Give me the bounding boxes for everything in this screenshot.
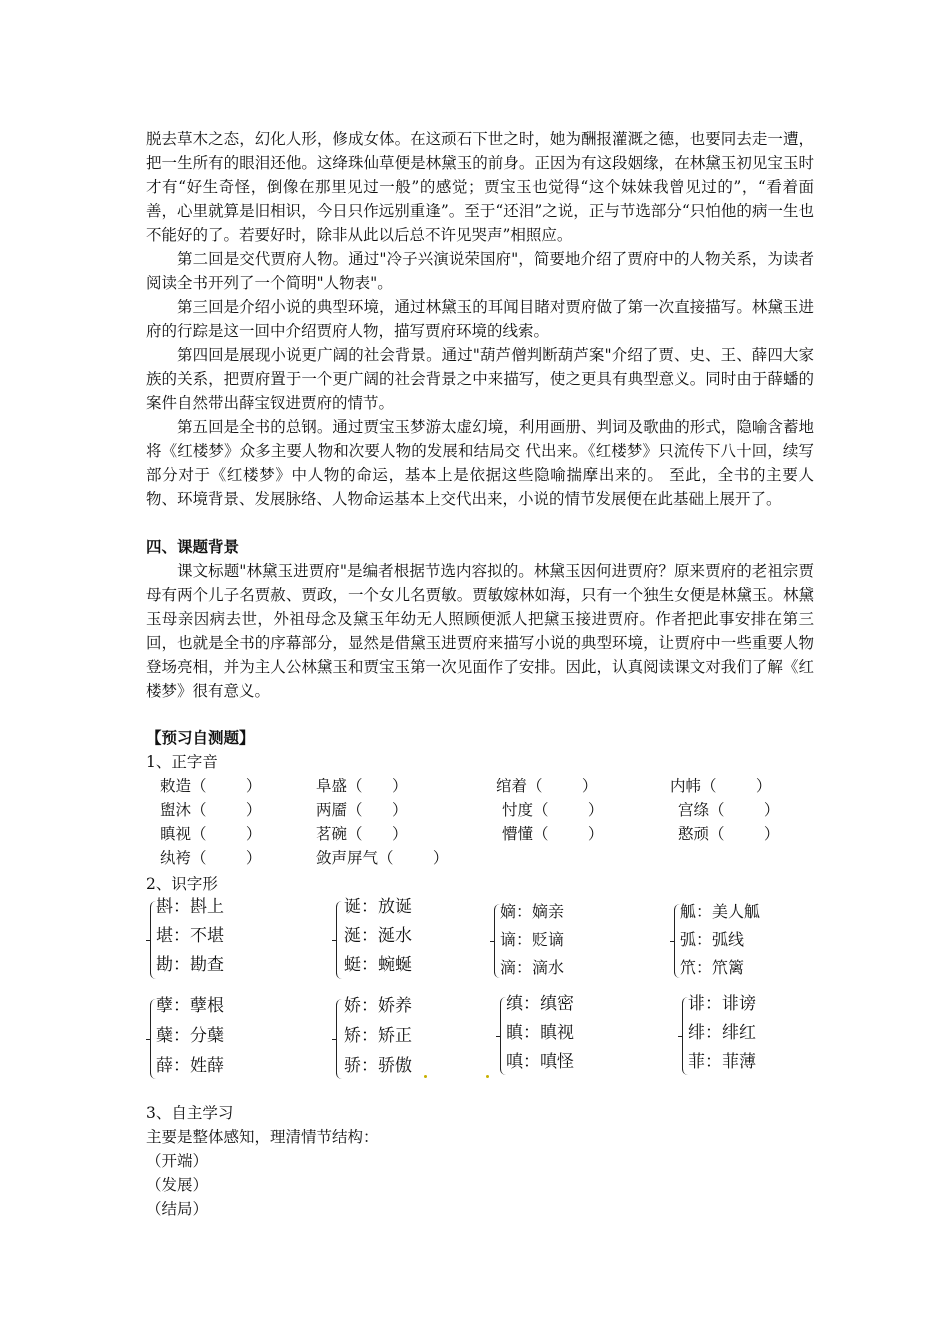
paragraph-chapter-5: 第五回是全书的总钢。通过贾宝玉梦游太虚幻境，利用画册、判词及歌曲的形式，隐喻含蓄地将《红楼梦》众多主要人物和次要人物的发展和结局交 代出来。《红楼梦》只流传下八十回，续写部分对于《红楼梦》中人物的命运，基本上是依据这些隐喻揣摩出来的。 至此，全书的主要人物、环境背景、发展脉络、人物命运基本上交代出来，小说的情节发展便在此基础上展开了。	[146, 418, 814, 508]
group-item: 菲：菲薄	[688, 1052, 756, 1072]
group-item: 勘：勘查	[156, 955, 224, 975]
pronunciation-item: 内帏（ ）	[670, 777, 772, 795]
section-heading-background: 四、课题背景	[146, 538, 240, 556]
group-item: 弧：弧线	[680, 930, 745, 949]
group-item: 绯：绯红	[688, 1023, 756, 1043]
group-item: 觚：美人觚	[680, 902, 761, 921]
group-item: 蜓：蜿蜒	[344, 955, 412, 975]
group-item: 嗔：嗔怪	[506, 1052, 574, 1072]
group-item: 蘖：分蘖	[156, 1026, 224, 1046]
group-item: 嫡：嫡亲	[500, 902, 565, 921]
question-pronunciation: 1、正字音	[146, 753, 218, 771]
brace-bracket	[336, 999, 343, 1079]
pronunciation-item: 敕造（ ）	[160, 777, 262, 795]
group-item: 笊：笊篱	[680, 958, 745, 977]
self-study-instruction: 主要是整体感知，理清情节结构：	[146, 1128, 379, 1146]
paragraph-background: 课文标题"林黛玉进贾府"是编者根据节选内容拟的。林黛玉因何进贾府？原来贾府的老祖宗贾母有两个儿子名贾赦、贾政，一个女儿名贾敏。贾敏嫁林如海，只有一个独生女便是林黛玉。林黛玉母亲因病去世，外祖母念及黛玉年幼无人照顾便派人把黛玉接进贾府。作者把此事安排在第三回，也就是全书的序幕部分，显然是借黛玉进贾府来描写小说的典型环境，让贾府中一些重要人物登场亮相，并为主人公林黛玉和贾宝玉第一次见面作了安排。因此，认真阅读课文对我们了解《红楼梦》很有意义。	[146, 562, 814, 700]
group-item: 谪：贬谪	[500, 930, 565, 949]
paragraph-intro: 脱去草木之态，幻化人形，修成女体。在这顽石下世之时，她为酬报灌溉之德，也要同去走一遭，把一生所有的眼泪还他。这绛珠仙草便是林黛玉的前身。正因为有这段姻缘，在林黛玉初见宝玉时才有“好生奇怪，倒像在那里见过一般”的感觉；贾宝玉也觉得“这个妹妹我曾见过的”，“看着面善，心里就算是旧相识，今日只作远别重逢”。至于“还泪”之说，正与节选部分“只怕他的病一生也不能好的了。若要好时，除非从此以后总不许见哭声”相照应。	[146, 130, 814, 244]
group-item: 骄：骄傲	[344, 1056, 412, 1076]
pronunciation-item: 懵懂（ ）	[502, 825, 604, 843]
paragraph-chapter-2: 第二回是交代贾府人物。通过"冷子兴演说荣国府"，简要地介绍了贾府中的人物关系，为读者阅读全书开列了一个简明"人物表"。	[146, 250, 814, 292]
group-item: 滴：滴水	[500, 958, 565, 977]
pronunciation-item: 瞋视（ ）	[160, 825, 262, 843]
pronunciation-item: 阜盛（ ）	[316, 777, 408, 795]
pronunciation-item: 茗碗（ ）	[316, 825, 408, 843]
pronunciation-item: 敛声屏气（ ）	[316, 849, 449, 867]
group-item: 缜：缜密	[506, 994, 574, 1014]
group-item: 诞：放诞	[344, 897, 412, 917]
plot-stage-opening: （开端）	[146, 1152, 209, 1170]
group-item: 娇：娇养	[344, 996, 412, 1016]
pronunciation-item: 盥沐（ ）	[160, 801, 262, 819]
group-item: 瞋：瞋视	[506, 1023, 574, 1043]
pronunciation-item: 纨袴（ ）	[160, 849, 262, 867]
pronunciation-item: 宫绦（ ）	[678, 801, 780, 819]
preview-quiz-title: 【预习自测题】	[146, 729, 255, 747]
decorative-dot	[424, 1075, 427, 1078]
group-item: 薛：姓薛	[156, 1056, 224, 1076]
group-item: 斟：斟上	[156, 897, 224, 917]
group-item: 矫：矫正	[344, 1026, 412, 1046]
paragraph-chapter-3: 第三回是介绍小说的典型环境，通过林黛玉的耳闻目睹对贾府做了第一次直接描写。林黛玉进府的行踪是这一回中介绍贾府人物，描写贾府环境的线索。	[146, 298, 814, 340]
group-item: 诽：诽谤	[688, 994, 756, 1014]
pronunciation-item: 忖度（ ）	[502, 801, 604, 819]
question-character-forms: 2、识字形	[146, 875, 218, 893]
decorative-dot	[486, 1075, 489, 1078]
plot-stage-development: （发展）	[146, 1176, 209, 1194]
plot-stage-ending: （结局）	[146, 1200, 209, 1218]
paragraph-chapter-4: 第四回是展现小说更广阔的社会背景。通过"葫芦僧判断葫芦案"介绍了贾、史、王、薛四大家族的关系，把贾府置于一个更广阔的社会背景之中来描写，使之更具有典型意义。同时由于薛蟠的案件自然带出薛宝钗进贾府的情节。	[146, 346, 814, 412]
group-item: 孽：孽根	[156, 996, 224, 1016]
pronunciation-item: 绾着（ ）	[496, 777, 598, 795]
group-item: 涎：涎水	[344, 926, 412, 946]
brace-bracket	[336, 901, 343, 979]
question-self-study: 3、自主学习	[146, 1104, 234, 1122]
pronunciation-item: 两靥（ ）	[316, 801, 408, 819]
group-item: 堪：不堪	[156, 926, 224, 946]
pronunciation-item: 憨顽（ ）	[678, 825, 780, 843]
